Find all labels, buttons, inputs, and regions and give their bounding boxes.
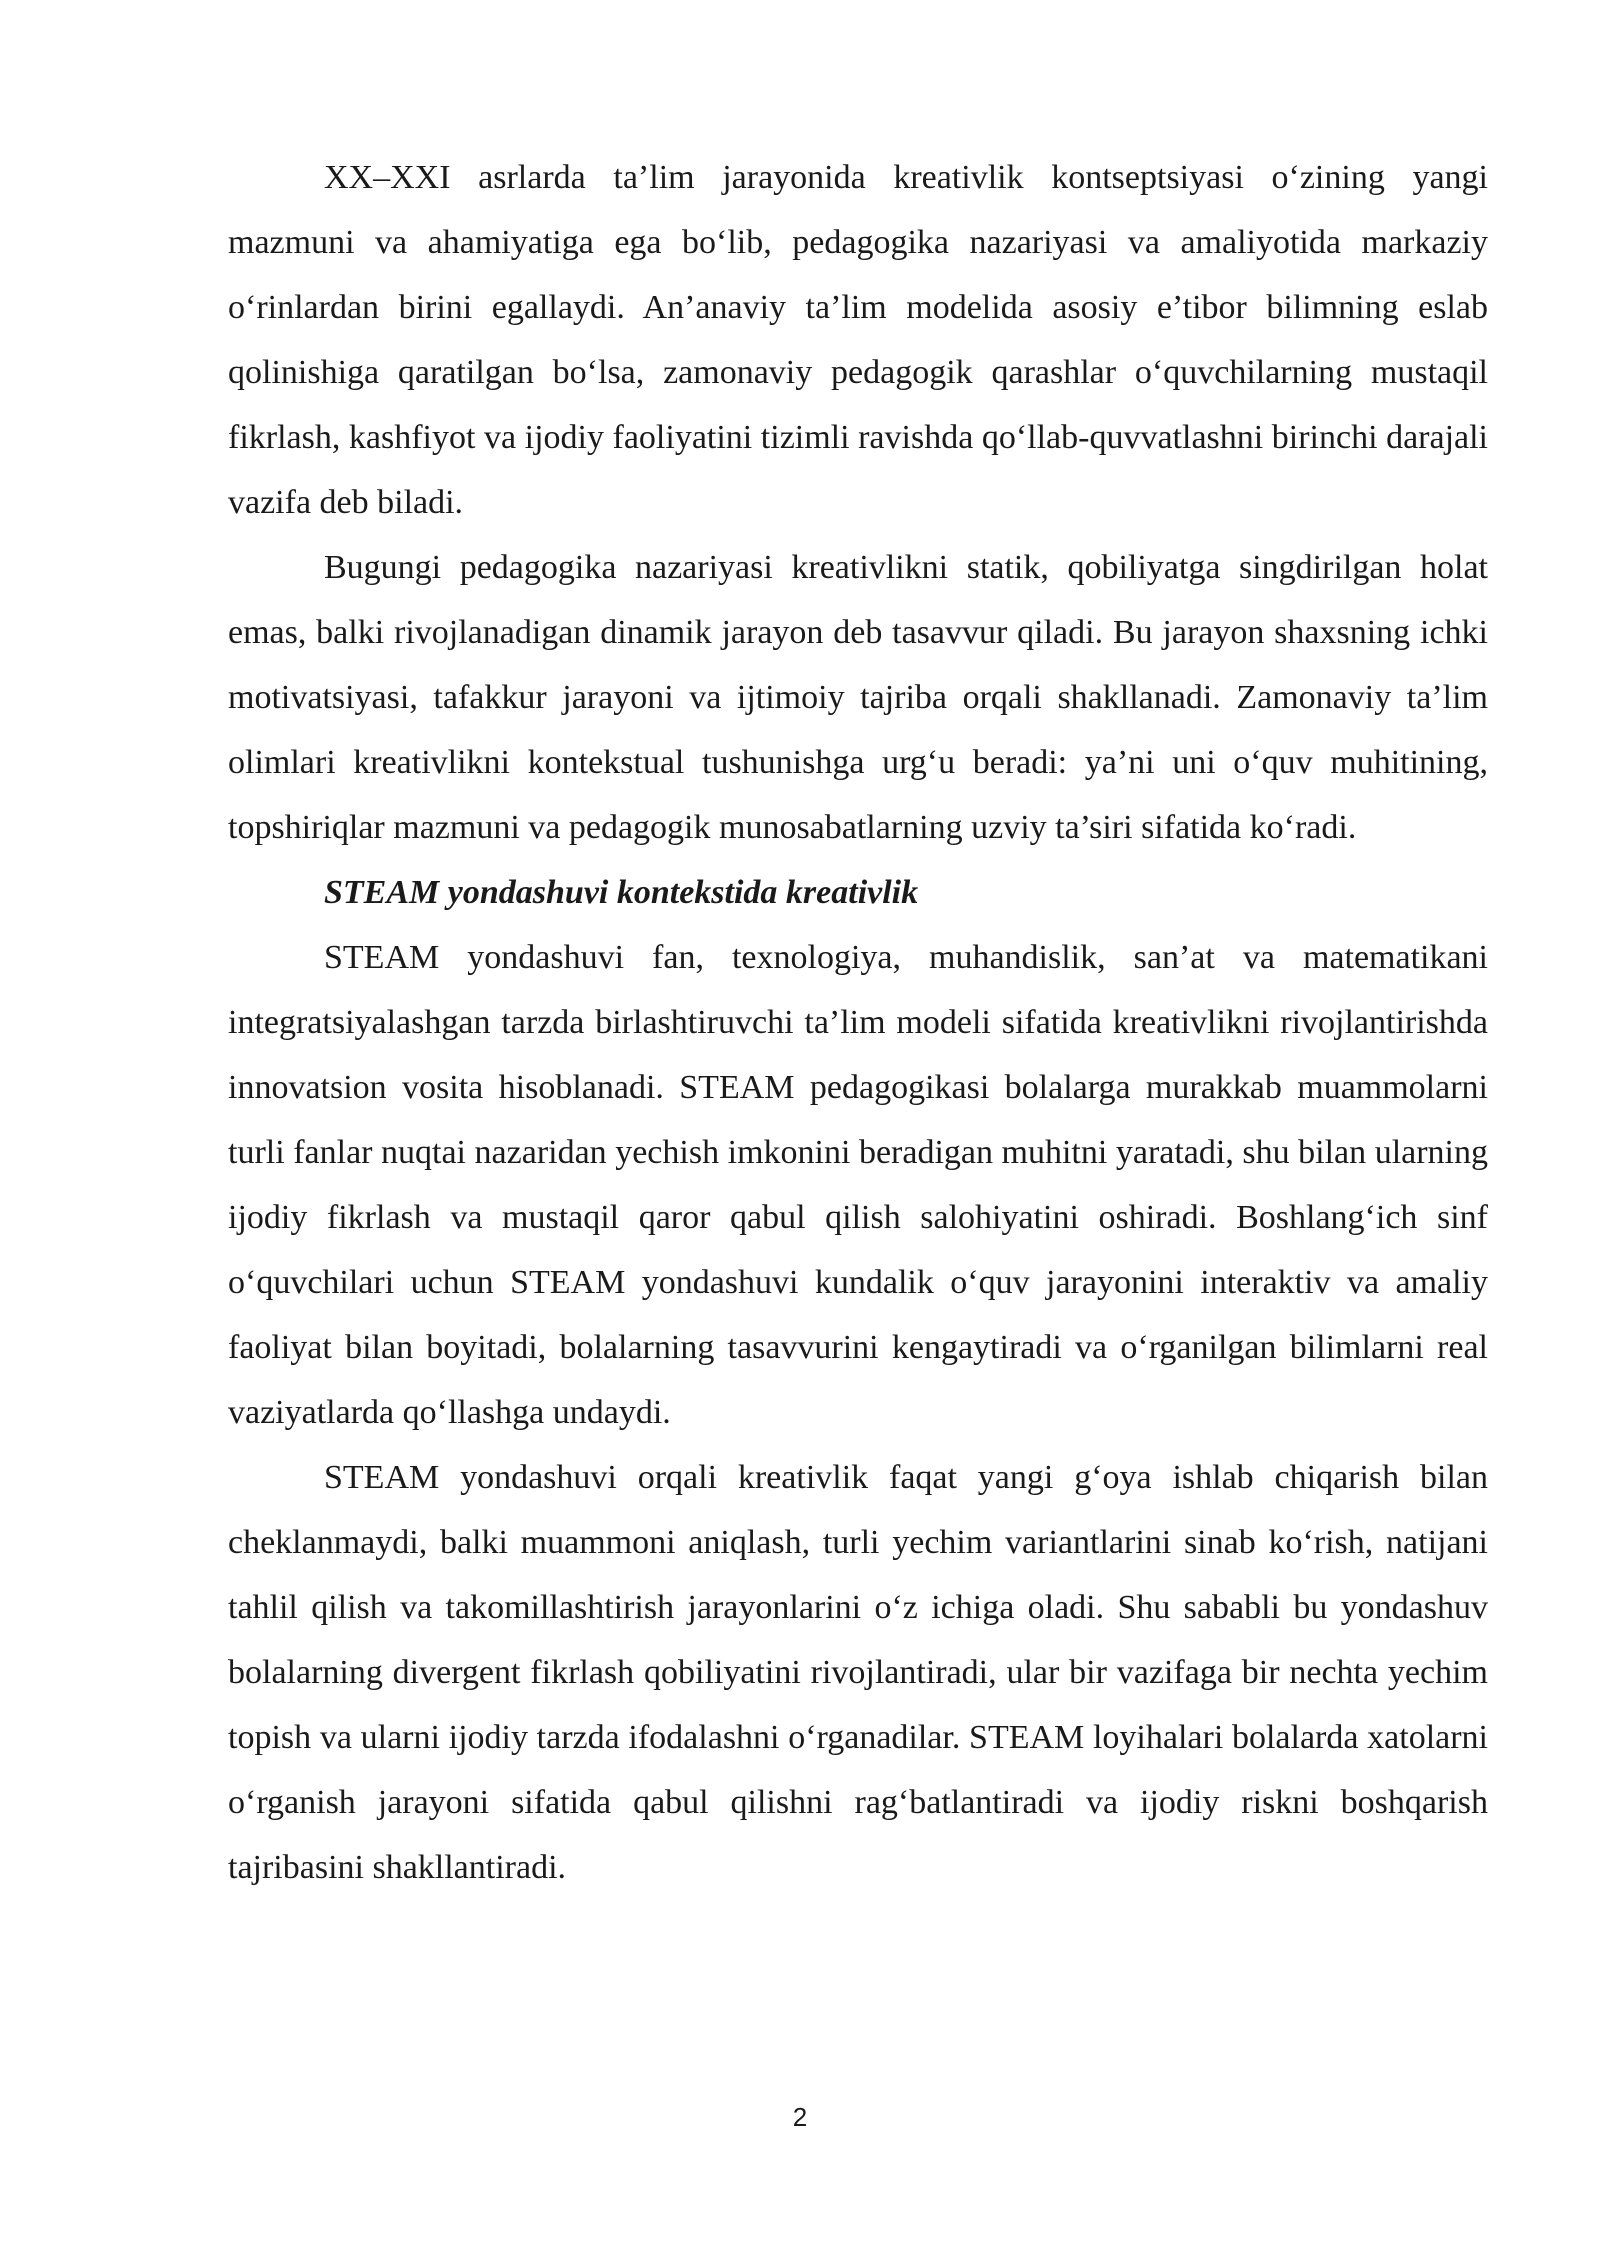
page-body — [228, 145, 1488, 1900]
paragraph-1: XX–XXI asrlarda ta’lim jarayonida kreativlik kontseptsiyasi o‘zining yangi mazmuni va ahamiyatiga ega bo‘lib, pedagogika nazariyasi va amaliyotida markaziy o‘rinlardan birini egallaydi. An’anaviy ta’lim modelida asosiy e’tibor bilimning eslab qolinishiga qaratilgan bo‘lsa, zamonaviy pedagogik qarashlar o‘quvchilarning mustaqil fikrlash, kashfiyot va ijodiy faoliyatini tizimli ravishda qo‘llab-quvvatlashni birinchi darajali vazifa deb biladi. — [228, 159, 1488, 521]
paragraph-2: Bugungi pedagogika nazariyasi kreativlikni statik, qobiliyatga singdirilgan holat emas, balki rivojlanadigan dinamik jarayon deb tasavvur qiladi. Bu jarayon shaxsning ichki motivatsiyasi, tafakkur jarayoni va ijtimoiy tajriba orqali shakllanadi. Zamonaviy ta’lim olimlari kreativlikni kontekstual tushunishga urg‘u beradi: ya’ni uni o‘quv muhitining, topshiriqlar mazmuni va pedagogik munosabatlarning uzviy ta’siri sifatida ko‘radi. — [228, 549, 1488, 846]
paragraph-4: STEAM yondashuvi orqali kreativlik faqat yangi g‘oya ishlab chiqarish bilan cheklanmaydi, balki muammoni aniqlash, turli yechim variantlarini sinab ko‘rish, natijani tahlil qilish va takomillashtirish jarayonlarini o‘z ichiga oladi. Shu sababli bu yondashuv bolalarning divergent fikrlash qobiliyatini rivojlantiradi, ular bir vazifaga bir nechta yechim topish va ularni ijodiy tarzda ifodalashni o‘rganadilar. STEAM loyihalari bolalarda xatolarni o‘rganish jarayoni sifatida qabul qilishni rag‘batlantiradi va ijodiy riskni boshqarish tajribasini shakllantiradi. — [228, 1459, 1488, 1886]
page-number: 2 — [792, 2102, 808, 2132]
paragraph-3: STEAM yondashuvi fan, texnologiya, muhandislik, san’at va matematikani integratsiyalashgan tarzda birlashtiruvchi ta’lim modeli sifatida kreativlikni rivojlantirishda innovatsion vosita hisoblanadi. STEAM pedagogikasi bolalarga murakkab muammolarni turli fanlar nuqtai nazaridan yechish imkonini beradigan muhitni yaratadi, shu bilan ularning ijodiy fikrlash va mustaqil qaror qabul qilish salohiyatini oshiradi. Boshlang‘ich sinf o‘quvchilari uchun STEAM yondashuvi kundalik o‘quv jarayonini interaktiv va amaliy faoliyat bilan boyitadi, bolalarning tasavvurini kengaytiradi va o‘rganilgan bilimlarni real vaziyatlarda qo‘llashga undaydi. — [228, 939, 1488, 1431]
section-heading: STEAM yondashuvi kontekstida kreativlik — [324, 874, 919, 911]
